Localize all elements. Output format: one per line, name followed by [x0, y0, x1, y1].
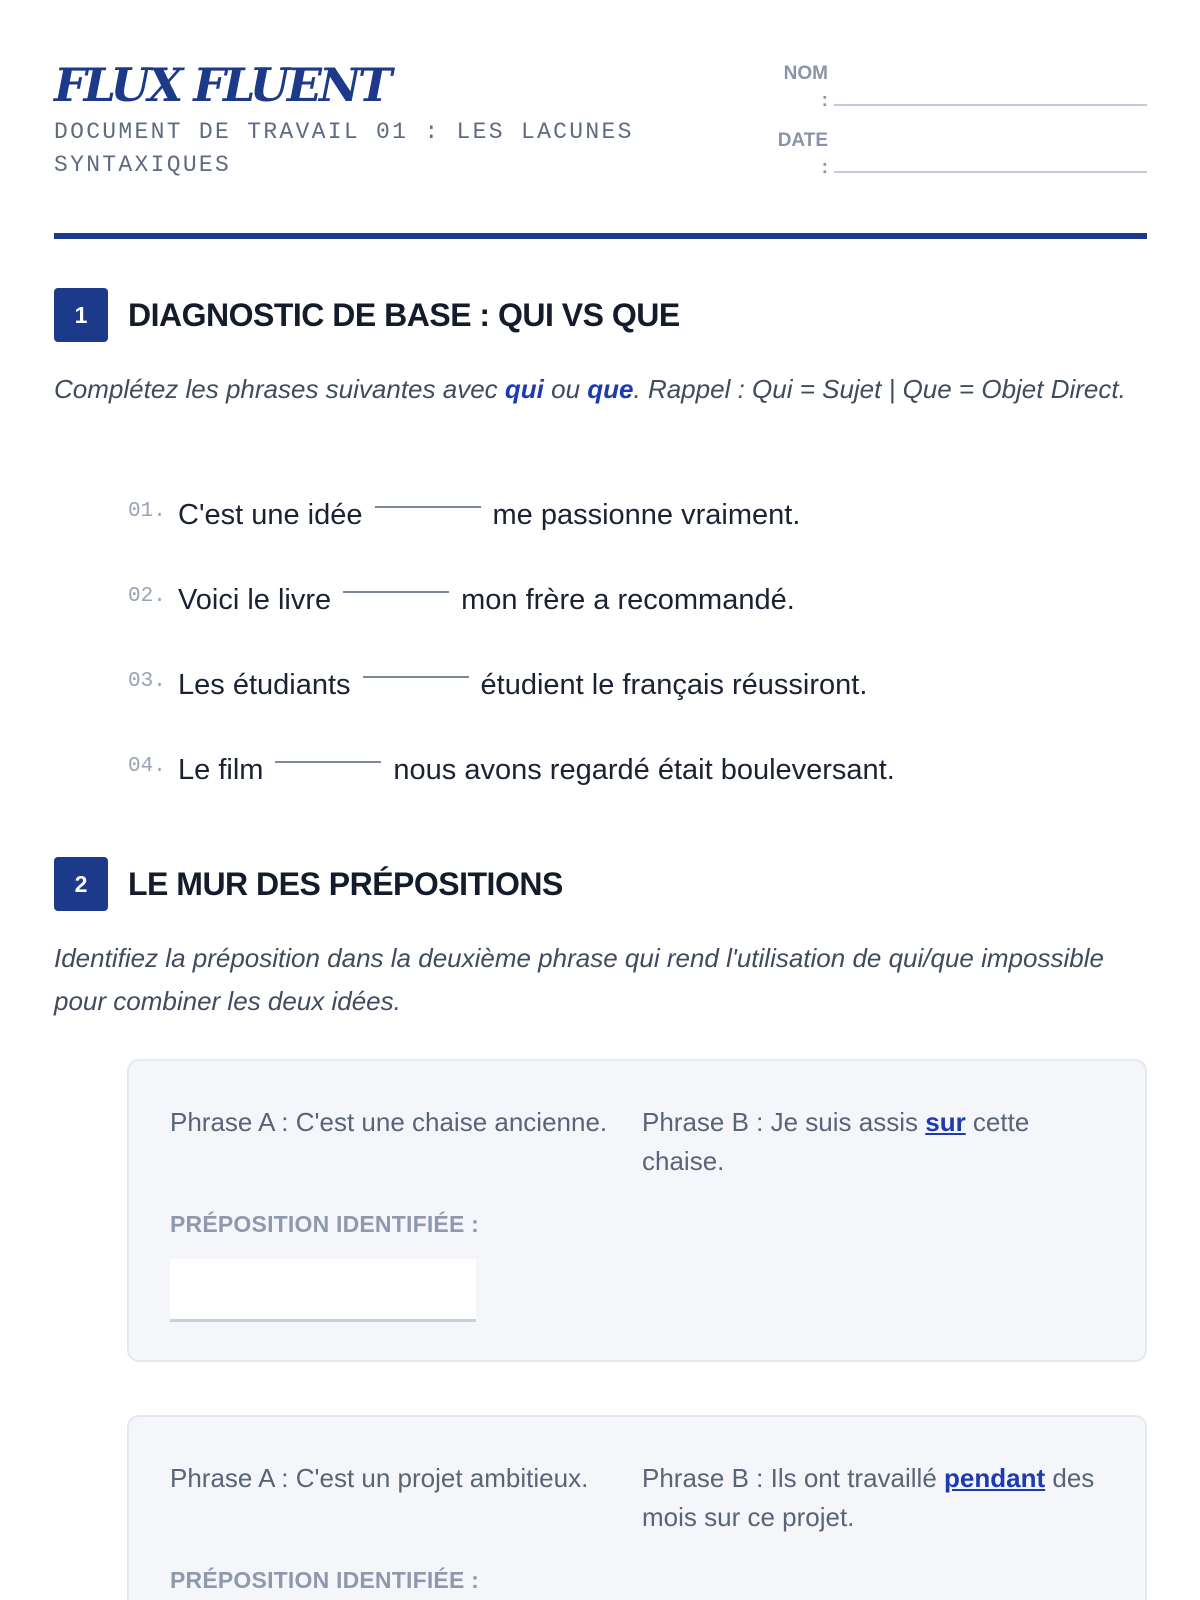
- exercise-item: [128, 580, 795, 620]
- identified-preposition-input[interactable]: [170, 1259, 476, 1322]
- exercise-text-after: me passionne vraiment.: [492, 499, 801, 531]
- date-label: DATE :: [777, 130, 828, 178]
- name-line[interactable]: [834, 104, 1147, 106]
- exercise-number: 02.: [128, 585, 166, 608]
- identified-preposition-label: PRÉPOSITION IDENTIFIÉE :: [170, 1567, 479, 1593]
- document-title: DOCUMENT DE TRAVAIL 01 : LES LACUNES SYNTAXIQUES: [54, 119, 634, 178]
- phrase-b-text: Phrase B : Ils ont travaillé: [642, 1463, 945, 1493]
- exercise-text-before: Voici le livre: [178, 584, 332, 616]
- exercise-text-after: étudient le français réussiront.: [480, 669, 868, 701]
- phrase-b: [642, 1459, 1112, 1537]
- worksheet-page: [54, 0, 1147, 1600]
- section-title: DIAGNOSTIC DE BASE : QUI VS QUE: [128, 297, 680, 333]
- instruction-text: ou: [543, 374, 588, 404]
- header-divider: [54, 233, 1147, 239]
- exercise-text-before: Le film: [178, 754, 264, 786]
- fill-in-blank[interactable]: [375, 506, 481, 508]
- phrase-a: Phrase A : C'est un projet ambitieux.: [170, 1463, 589, 1493]
- instruction-text: Complétez les phrases suivantes avec: [54, 374, 505, 404]
- exercise-text-before: C'est une idée: [178, 499, 363, 531]
- exercise-text-after: nous avons regardé était bouleversant.: [393, 754, 895, 786]
- brand-logo: FLUX FLUENT: [54, 58, 390, 112]
- section-number-badge: 1: [54, 288, 108, 342]
- highlighted-preposition: sur: [925, 1107, 966, 1137]
- phrase-b-text: Phrase B : Je suis assis: [642, 1107, 926, 1137]
- preposition-card: [127, 1059, 1147, 1362]
- exercise-text-after: mon frère a recommandé.: [461, 584, 795, 616]
- instruction-text: . Rappel : Qui = Sujet | Que = Objet Direct.: [633, 374, 1126, 404]
- exercise-item: [128, 495, 800, 535]
- date-field[interactable]: [774, 127, 1147, 181]
- fill-in-blank[interactable]: [363, 676, 469, 678]
- exercise-text-before: Les étudiants: [178, 669, 351, 701]
- section-instruction: Identifiez la préposition dans la deuxième phrase qui rend l'utilisation de qui/que impossible pour combiner les deux idées.: [54, 943, 1104, 1016]
- section-title: LE MUR DES PRÉPOSITIONS: [128, 866, 563, 902]
- exercise-number: 04.: [128, 755, 166, 778]
- date-line[interactable]: [834, 171, 1147, 173]
- name-field[interactable]: [774, 60, 1147, 114]
- section-instruction: [54, 368, 1147, 411]
- fill-in-blank[interactable]: [275, 761, 381, 763]
- phrase-b-text: des mois sur ce projet.: [642, 1463, 1095, 1532]
- preposition-card: [127, 1415, 1147, 1600]
- phrase-b: [642, 1103, 1112, 1181]
- exercise-item: [128, 750, 895, 790]
- exercise-number: 01.: [128, 500, 166, 523]
- section-number-badge: 2: [54, 857, 108, 911]
- keyword-qui: qui: [504, 374, 544, 404]
- phrase-a: Phrase A : C'est une chaise ancienne.: [170, 1107, 608, 1137]
- identified-preposition-label: PRÉPOSITION IDENTIFIÉE :: [170, 1211, 479, 1237]
- exercise-number: 03.: [128, 670, 166, 693]
- exercise-item: [128, 665, 867, 705]
- keyword-que: que: [587, 374, 634, 404]
- phrase-b-text: cette chaise.: [642, 1107, 1030, 1176]
- name-label: NOM :: [783, 63, 828, 111]
- highlighted-preposition: pendant: [944, 1463, 1046, 1493]
- fill-in-blank[interactable]: [343, 591, 449, 593]
